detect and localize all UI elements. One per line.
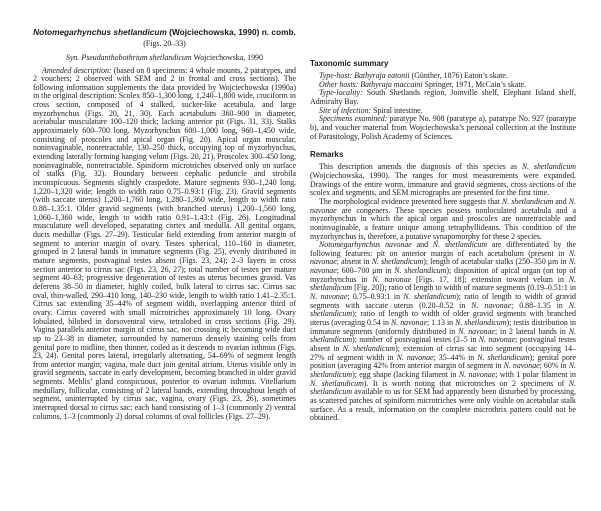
remarks-paragraph: The morphological evidence presented here suggests that N. shetlandicum and N. navonae are congeners. These species possess nonloculated acetabula and a myzorhynchus in which the apical organ and proscolex are nonretractable and noninvaginable, a feature unique among tetraphyllideans. This condition of the myzorhynchus is, therefore, a putative synapomorphy for these 2 species. bbox=[310, 196, 576, 241]
synonymy-line: Syn. Pseudanthobothrium shetlandicum Wojciechowska, 1990 bbox=[66, 52, 263, 62]
species-heading: Notomegarhynchus shetlandicum (Wojciechowska, 1990) n. comb. bbox=[33, 27, 296, 37]
figs-reference: (Figs. 20–33) bbox=[143, 38, 186, 48]
remarks-heading: Remarks bbox=[310, 150, 344, 160]
remarks-paragraph: This description amends the diagnosis of this species as N. shetlandicum (Wojciechowska, 1990). The ranges for most measurements were expanded. Drawings of the entire worm, immature and gravid segments, cross sections of the scolex and segments, and SEM micrographs are presented for the first time. bbox=[310, 162, 576, 198]
right-column bbox=[310, 59, 576, 423]
species-heading-block bbox=[33, 28, 296, 62]
taxonomy-entry-specimens-examined: Specimens examined: paratype No. 908 (paratype a), paratype No. 927 (paratype b), and voucher material from Wojciechowska’s personal collection at the Institute of Parasitology, Polish Academy of Sciences. bbox=[310, 114, 576, 141]
amended-description-paragraph: Amended description: (based on 8 specimens: 4 whole mounts, 2 paratypes, and 2 vouchers; 2 observed with SEM and 2 in frontal and cross sections). The following information supplements the data provided by Wojciechowska (1990a) in the original description: Scolex 850–1,300 long, 1,240–1,800 wide, cruciform in cross section, composed of 4 stalked, sucker-like acetabula, and large myzorhynchus (Figs. 20, 21, 30). Each acetabulum 360–900 in diameter, acetabular musculature 100–120 thick; lacking anterior pit (Figs. 31, 33). Stalks approximately 600–700 long. Myzorhynchus 600–1,000 long, 960–1,450 wide, consisting of proscolex and apical organ (Fig. 20). Apical organ muscular, noninvaginable, nonretractable, 130–250 thick, occupying top of myzorhynchus, extending laterally forming hanging velum (Figs. 20, 21). Proscolex 300–450 long, noninvaginable, nonretractable. Spiniform microtriches observed only on surface of stalks (Fig. 32). Boundary between cephalic peduncle and strobila inconspicuous. Segments slightly craspedote. Mature segments 930–1,240 long, 1,220–1,320 wide; length to width ratio 0.75–0.93:1 (Fig. 23). Gravid segments (with saccate uterus) 1,200–1,760 long, 1,280–1,360 wide, length to width ratio 0.88–1.35:1. Older gravid segments (with branched uterus) 1,200–1,560 long, 1,060–1,360 wide, length to width ratio 0.91–1.43:1 (Fig. 26). Longitudinal musculature well developed, separating cortex and medulla. All genital organs, ducts medullar (Figs. 27–29). Testicular field extending from anterior margin of segment to anterior margin of ovary. Testes spherical, 110–160 in diameter, grouped in 2 lateral bands in immature segments (Fig. 25), evenly distributed in mature segments, postvaginal testes absent (Figs. 23, 24); 2–3 layers in cross section anterior to cirrus sac (Figs. 23, 26, 27); total number of testes per mature segment 40–63; progressive degeneration of testes as uterus becomes gravid. Vas deferens 38–50 in diameter, highly coiled, bulk lateral to cirrus sac. Cirrus sac oval, thin-walled, 290–410 long, 140–230 wide, length to width ratio 1.41–2.35:1. Cirrus sac extending 35–44% of segment width, overlapping anterior third of ovary. Cirrus covered with small microtriches approximately 10 long. Ovary lobulated, bilobed in dorsoventral view, tetralobed in cross sections (Fig. 29). Vagina parallels anterior margin of cirrus sac, not crossing it; becoming wide duct up to 23–38 in diameter, surrounded by numerous densely staining cells from genital pore to midline, then thinner, coiled as it descends to ovarian isthmus (Figs. 23, 24). Genital pores lateral, irregularly alternating, 54–69% of segment length from anterior margin; vagina, male duct join genital atrium. Uterus visible only in gravid segments, saccate in early development, becoming branched in older gravid segments. Mehlis’ gland conspicuous, posterior to ovarian isthmus. Vitellarium medullary, follicular, consisting of 2 lateral bands, extending throughout length of segment, uninterrupted by cirrus sac, vagina, ovary (Figs. 23, 26), sometimes interrupted dorsal to cirrus sac; each band consisting of 1–3 (commonly 2) ventral columns, 1–3 (commonly 2) dorsal columns of oval follicles (Figs. 27–29). bbox=[33, 65, 297, 421]
remarks-paragraph: Notomegarhynchus navonae and N. shetlandicum are differentiated by the following features: pit on anterior margin of each acetabulum (present in N. navonae; absent in N. shetlandicum); length of acetabular stalks (250–350 μm in N. navonae; 600–700 μm in N. shetlandicum); disposition of apical organ (on top of myzorhynchus in N. navonae [Figs. 17, 18]; extension toward velum in N. shetlandicum [Fig. 20]); ratio of length to width of mature segments (0.19–0.51:1 in N. navonae; 0.75–0.93:1 in N. shetlandicum); ratio of length to width of gravid segments with saccate uterus (0.20–0.52 in N. navonae; 0.88–1.35 in N. shetlandicum); ratio of length to width of older gravid segments with branched uterus (averaging 0.54 in N. navonae; 1.13 in N. shetlandicum); testis distribution in immature segments (uniformly distributed in N. navonae; in 2 lateral bands in N. shetlandicum); number of postvaginal testes (2–5 in N. navonae; postvaginal testes absent in N. shetlandicum); extension of cirrus sac into segment (occupying 14–27% of segment width in N. navonae; 35–44% in N. shetlandicum); genital pore position (averaging 42% from anterior margin of segment in N. navonae; 60% in N. shetlandicum); egg shape (lacking filament in N. navonae; with 1 polar filament in N. shetlandicum). It is worth noting that microtriches on 2 specimens of N. shetlandicum available to us for SEM had apparently been disturbed by processing, as scattered patches of spiniform microtriches were only visible on acetabular stalk surface. As a result, information on the complete microthrix pattern could not be obtained. bbox=[310, 240, 577, 423]
taxonomy-entry-site-of-infection: Site of infection: Spiral intestine. bbox=[319, 105, 423, 115]
taxonomy-entry-other-hosts: Other hosts: Bathyraja maccaini Springer, 1971, McCain’s skate. bbox=[319, 79, 527, 89]
taxonomic-summary-heading: Taxonomic summary bbox=[310, 59, 389, 68]
taxonomy-entry-type-locality: Type-locality: South Shetlands region, Joinville shelf, Elephant Island shelf, Admiralty Bay. bbox=[310, 88, 576, 106]
taxonomy-entry-type-host: Type-host: Bathyraja eatonii (Günther, 1876) Eaton’s skate. bbox=[319, 71, 508, 80]
left-column bbox=[33, 28, 296, 421]
